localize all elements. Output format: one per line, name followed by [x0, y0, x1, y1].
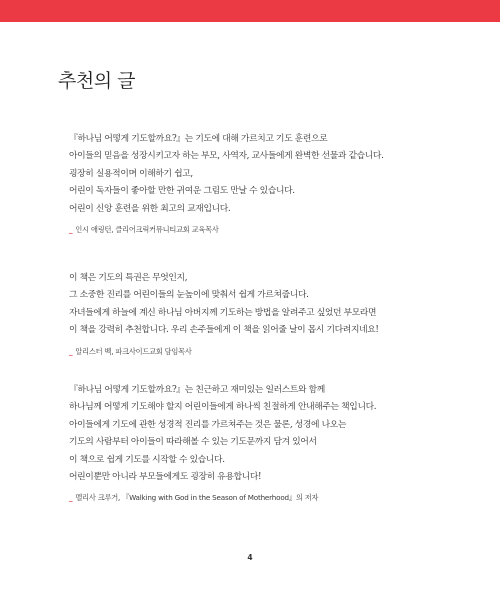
recommendation-line: 그 소중한 진리를 어린이들의 눈높이에 맞춰서 쉽게 가르쳐줍니다. — [69, 290, 309, 301]
recommendation-line: 이 책은 기도의 특권은 무엇인지, — [69, 273, 188, 283]
recommendation-1 — [69, 131, 441, 235]
recommendation-line: 굉장히 실용적이며 이해하기 쉽고, — [69, 168, 193, 179]
recommendation-line: 이 책으로 쉽게 기도를 시작할 수 있습니다. — [69, 454, 225, 465]
attribution-marker: _ — [69, 346, 73, 356]
recommendation-3 — [69, 382, 441, 503]
attribution — [69, 493, 441, 503]
recommendation-line: 아이들에게 기도에 관한 성경적 진리를 가르쳐주는 것은 물론, 성경에 나오는 — [69, 419, 347, 430]
attribution — [69, 347, 441, 357]
page-number: 4 — [247, 553, 253, 562]
attribution-marker: _ — [69, 225, 73, 235]
top-accent-bar — [0, 0, 500, 22]
recommendation-line: 기도의 사람부터 아이들이 따라해볼 수 있는 기도문까지 담겨 있어서 — [69, 437, 317, 448]
recommendation-line: 『하나님 어떻게 기도할까요?』는 친근하고 재미있는 일러스트와 함께 — [69, 385, 325, 395]
recommendation-line: 이 책을 강력히 추천합니다. 우리 손주들에게 이 책을 읽어줄 날이 몹시 기다려지네요! — [69, 325, 379, 336]
recommendation-line: 어린이 독자들이 좋아할 만한 귀여운 그림도 만날 수 있습니다. — [69, 186, 295, 197]
recommendation-line: 어린이뿐만 아니라 부모들에게도 굉장히 유용합니다! — [69, 472, 262, 483]
recommendation-line: 『하나님 어떻게 기도할까요?』는 기도에 대해 가르치고 기도 훈련으로 — [69, 134, 328, 144]
attribution-marker: _ — [69, 493, 73, 503]
attribution — [69, 225, 441, 235]
recommendation-line: 자녀들에게 하늘에 계신 하나님 아버지께 기도하는 방법을 알려주고 싶었던 부모라면 — [69, 307, 377, 318]
recommendation-line: 아이들의 믿음을 성장시키고자 하는 부모, 사역자, 교사들에게 완벽한 선물과 같습니다. — [69, 151, 384, 162]
attribution-text: 인시 애링턴, 클리어크릭커뮤니티교회 교육목사 — [75, 225, 219, 235]
page-title: 추천의 글 — [58, 70, 135, 92]
recommendation-line: 하나님께 어떻게 기도해야 할지 어린이들에게 하나씩 친절하게 안내해주는 책입니다. — [69, 402, 377, 413]
recommendation-line: 어린이 신앙 훈련을 위한 최고의 교재입니다. — [69, 203, 231, 214]
attribution-text: 알리스터 벡, 파크사이드교회 담임목사 — [75, 346, 192, 356]
recommendation-2 — [69, 270, 441, 357]
attribution-text: 멜리사 크루거, 『Walking with God in the Season of Motherhood』의 저자 — [75, 493, 319, 503]
